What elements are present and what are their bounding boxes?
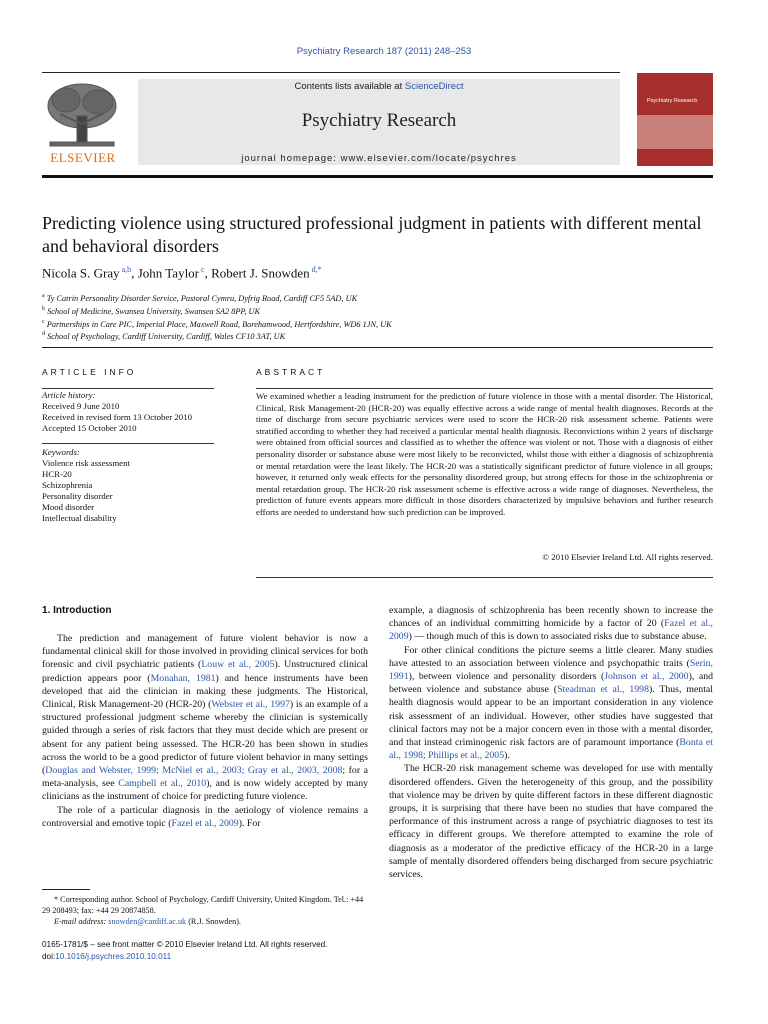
email-link[interactable]: snowden@cardiff.ac.uk — [108, 917, 187, 926]
affiliation-list — [42, 291, 722, 342]
cover-image-band — [637, 115, 713, 149]
history-item: Received 9 June 2010 — [42, 401, 120, 411]
article-info-divider — [42, 388, 214, 389]
citation-link[interactable]: Steadman et al., 1998 — [557, 684, 649, 696]
keywords-label: Keywords: — [42, 447, 80, 457]
journal-reference[interactable]: Psychiatry Research 187 (2011) 248–253 — [296, 46, 472, 57]
contents-available-line — [138, 81, 620, 92]
corresponding-author-text: * Corresponding author. School of Psychology, Cardiff University, United Kingdom. Tel.: +44 29 208493; fax: +44 29 20874858. — [42, 895, 364, 915]
keyword-item: Violence risk assessment — [42, 458, 130, 468]
author-list: Nicola S. Gray $^{a,b}$, John Taylor $^c$, Robert J. Snowden $^{d,*}$ — [42, 265, 322, 281]
email-label: E-mail address: — [54, 917, 109, 926]
journal-homepage-link[interactable]: journal homepage: www.elsevier.com/locate/psychres — [241, 153, 517, 164]
keyword-list — [42, 447, 214, 524]
article-info-heading: ARTICLE INFO — [42, 367, 137, 377]
affiliation-item — [42, 317, 722, 330]
body-column-left — [42, 632, 368, 830]
keywords-divider — [42, 443, 214, 444]
title-divider — [42, 347, 713, 348]
contents-prefix: Contents lists available at — [294, 81, 405, 92]
abstract-text: We examined whether a leading instrument for the prediction of future violence in those with a mental disorder. The Historical, Clinical, Risk Management-20 (HCR-20) was equally effective across a wide range of mental health diagnoses. Records at the time of discharge from secure psychiatric services were used to score the HCR-20 risk assessment scheme. Patients were stratified according to whether they had received a particular mental health diagnosis. Reconvictions within 2 years of discharge were obtained from official sources and classified as to whether the offence was violent or not. Those with a diagnosis of either personality disorder or substance abuse were most likely to be reconvicted, whilst those with either a diagnosis of schizophrenia or mental retardation were the least likely. The HCR-20 was a statistically significant predictor of future violence in all groups; however, it returned only weak effects for the personality disordered group, but strong effects for those in the schizophrenia or mental retardation group. The HCR-20 risk assessment scheme is effective across a wide range of diagnoses. Nevertheless, the prediction of future events appears more difficult in those disorders characterized by impulsive behaviors and further research efforts are needed to understand how such prediction can be improved. — [256, 391, 713, 517]
article-title: Predicting violence using structured professional judgment in patients with different mental and behavioral disorders — [42, 213, 702, 256]
keyword-item: Schizophrenia — [42, 480, 93, 490]
citation-link[interactable]: Bonta et al., 1998; Phillips et al., 2005 — [389, 737, 714, 762]
citation-link[interactable]: Webster et al., 1997 — [211, 699, 290, 711]
keyword-item: Mood disorder — [42, 502, 95, 512]
doi-prefix: doi: — [42, 952, 56, 961]
affiliation-text: School of Psychology, Cardiff University, Cardiff, Wales CF10 3AT, UK — [45, 332, 286, 342]
abstract-end-divider — [256, 577, 713, 578]
citation-link[interactable]: Fazel et al., 2009 — [389, 618, 714, 643]
affiliation-text: Partnerships in Care PIC, Imperial Place, Maxwell Road, Borehamwood, Hertfordshire, WD6 1JN, UK — [44, 319, 392, 329]
affiliation-item — [42, 329, 722, 342]
front-matter-info — [42, 939, 368, 963]
sciencedirect-link[interactable]: ScienceDirect — [404, 81, 464, 92]
email-suffix: (R.J. Snowden). — [186, 917, 241, 926]
introduction-heading: 1. Introduction — [42, 605, 112, 616]
author-affiliation-mark[interactable]: a,b — [119, 265, 132, 274]
author-name: John Taylor — [137, 265, 200, 281]
citation-link[interactable]: Louw et al., 2005 — [201, 659, 275, 671]
body-paragraph: example, a diagnosis of schizophrenia has been recently shown to increase the chances of an individual committing homicide by a factor of 20 (Fazel et al., 2009) — though much of this is down to associated risks due to substance abuse. — [389, 605, 714, 643]
keyword-item: Personality disorder — [42, 491, 113, 501]
affiliation-mark: b — [42, 305, 45, 312]
cover-title: Psychiatry Research — [647, 98, 698, 104]
keyword-item: Intellectual disability — [42, 513, 117, 523]
abstract-copyright: © 2010 Elsevier Ireland Ltd. All rights reserved. — [542, 552, 713, 562]
top-divider — [42, 72, 620, 73]
footnote-rule — [42, 889, 90, 890]
article-history — [42, 390, 214, 434]
affiliation-item — [42, 291, 722, 304]
body-paragraph: The prediction and management of future violent behavior is now a fundamental clinical skill for those involved in providing clinical services for both forensic and civil psychiatric patients (Louw et al., 2005). Unstructured clinical prediction appears poor (Monahan, 1981) and hence instruments have been developed that aid the clinician in making these judgments. The Historical, Clinical, Risk Management-20 (HCR-20) (Webster et al., 1997) is an example of a structured professional judgment scheme whereby the clinician is systemically guided through a series of risk factors that they must decide which are present or absent for any patient being assessed. The HCR-20 has been shown in studies across the world to be a good predictor of future violent behavior in many settings (Douglas and Webster, 1999; McNiel et al., 2003; Gray et al., 2003, 2008; for a meta-analysis, see Campbell et al., 2010), and is now widely accepted by many clinicians as the instrument of choice for predicting future violence. — [42, 633, 369, 803]
citation-link[interactable]: Fazel et al., 2009 — [171, 817, 239, 829]
citation-link[interactable]: Serin, 1991 — [389, 657, 713, 683]
abstract-heading: ABSTRACT — [256, 367, 326, 377]
affiliation-mark: d — [42, 331, 45, 338]
affiliation-text: Ty Catrin Personality Disorder Service, Pastoral Cymru, Dyfrig Road, Cardiff CF5 5AD, UK — [44, 293, 358, 303]
journal-name: Psychiatry Research — [301, 110, 457, 131]
citation-link[interactable]: Douglas and Webster, 1999; McNiel et al., 2003; Gray et al., 2003, 2008 — [45, 765, 343, 777]
history-item: Received in revised form 13 October 2010 — [42, 412, 192, 422]
author-affiliation-mark[interactable]: d,* — [309, 265, 322, 274]
abstract-divider — [256, 388, 713, 389]
author-name: Robert J. Snowden — [211, 265, 310, 281]
citation-link[interactable]: Campbell et al., 2010 — [118, 778, 207, 790]
masthead-divider — [42, 175, 713, 178]
citation-link[interactable]: Monahan, 1981 — [150, 672, 216, 684]
history-label: Article history: — [42, 390, 96, 400]
citation-link[interactable]: Johnson et al., 2000 — [604, 671, 689, 683]
body-paragraph: For other clinical conditions the picture seems a little clearer. Many studies have attested to an association between violence and psychopathic traits (Serin, 1991), between violence and personality disorders (Johnson et al., 2000), and between violence and substance abuse (Steadman et al., 1998). Thus, mental health diagnosis would appear to be an important consideration in any violence risk assessment of an individual. However, other studies have suggested that clinical factors may not be a major concern even in those with a mental disorder, and that instead criminogenic risk factors are of paramount importance (Bonta et al., 1998; Phillips et al., 2005). — [389, 644, 714, 762]
body-column-right — [389, 604, 713, 881]
keyword-item: HCR-20 — [42, 469, 72, 479]
affiliation-mark: c — [42, 318, 45, 325]
author-name: Nicola S. Gray — [42, 265, 120, 281]
body-paragraph: The HCR-20 risk management scheme was developed for use with mentally disordered offenders. Given the heterogeneity of this group, and the possibility that violence may be driven by quite different factors in these different diagnostic groups, it is surprising that there have been no studies that have compared the performance of this instrument across a range of psychiatric diagnoses to test its efficacy in different groups. We therefore attempted to examine the role of diagnosis as a moderator of the predictive efficacy of the HCR-20 in a large sample of mentally disordered offenders being discharged from secure psychiatric services. — [389, 763, 713, 881]
body-paragraph: The role of a particular diagnosis in the aetiology of violence remains a controversial and emotive topic (Fazel et al., 2009). For — [42, 804, 368, 829]
affiliation-mark: a — [42, 293, 45, 299]
history-item: Accepted 15 October 2010 — [42, 423, 137, 433]
author-affiliation-mark[interactable]: c — [199, 265, 205, 274]
affiliation-item — [42, 304, 722, 317]
doi-link[interactable]: 10.1016/j.psychres.2010.10.011 — [55, 952, 172, 961]
corresponding-author-footnote — [42, 894, 368, 927]
elsevier-wordmark: ELSEVIER — [50, 150, 116, 165]
affiliation-text: School of Medicine, Swansea University, Swansea SA2 8PP, UK — [45, 306, 261, 316]
issn-line: 0165-1781/$ – see front matter © 2010 Elsevier Ireland Ltd. All rights reserved. — [42, 940, 328, 949]
journal-cover-thumbnail — [637, 73, 713, 166]
